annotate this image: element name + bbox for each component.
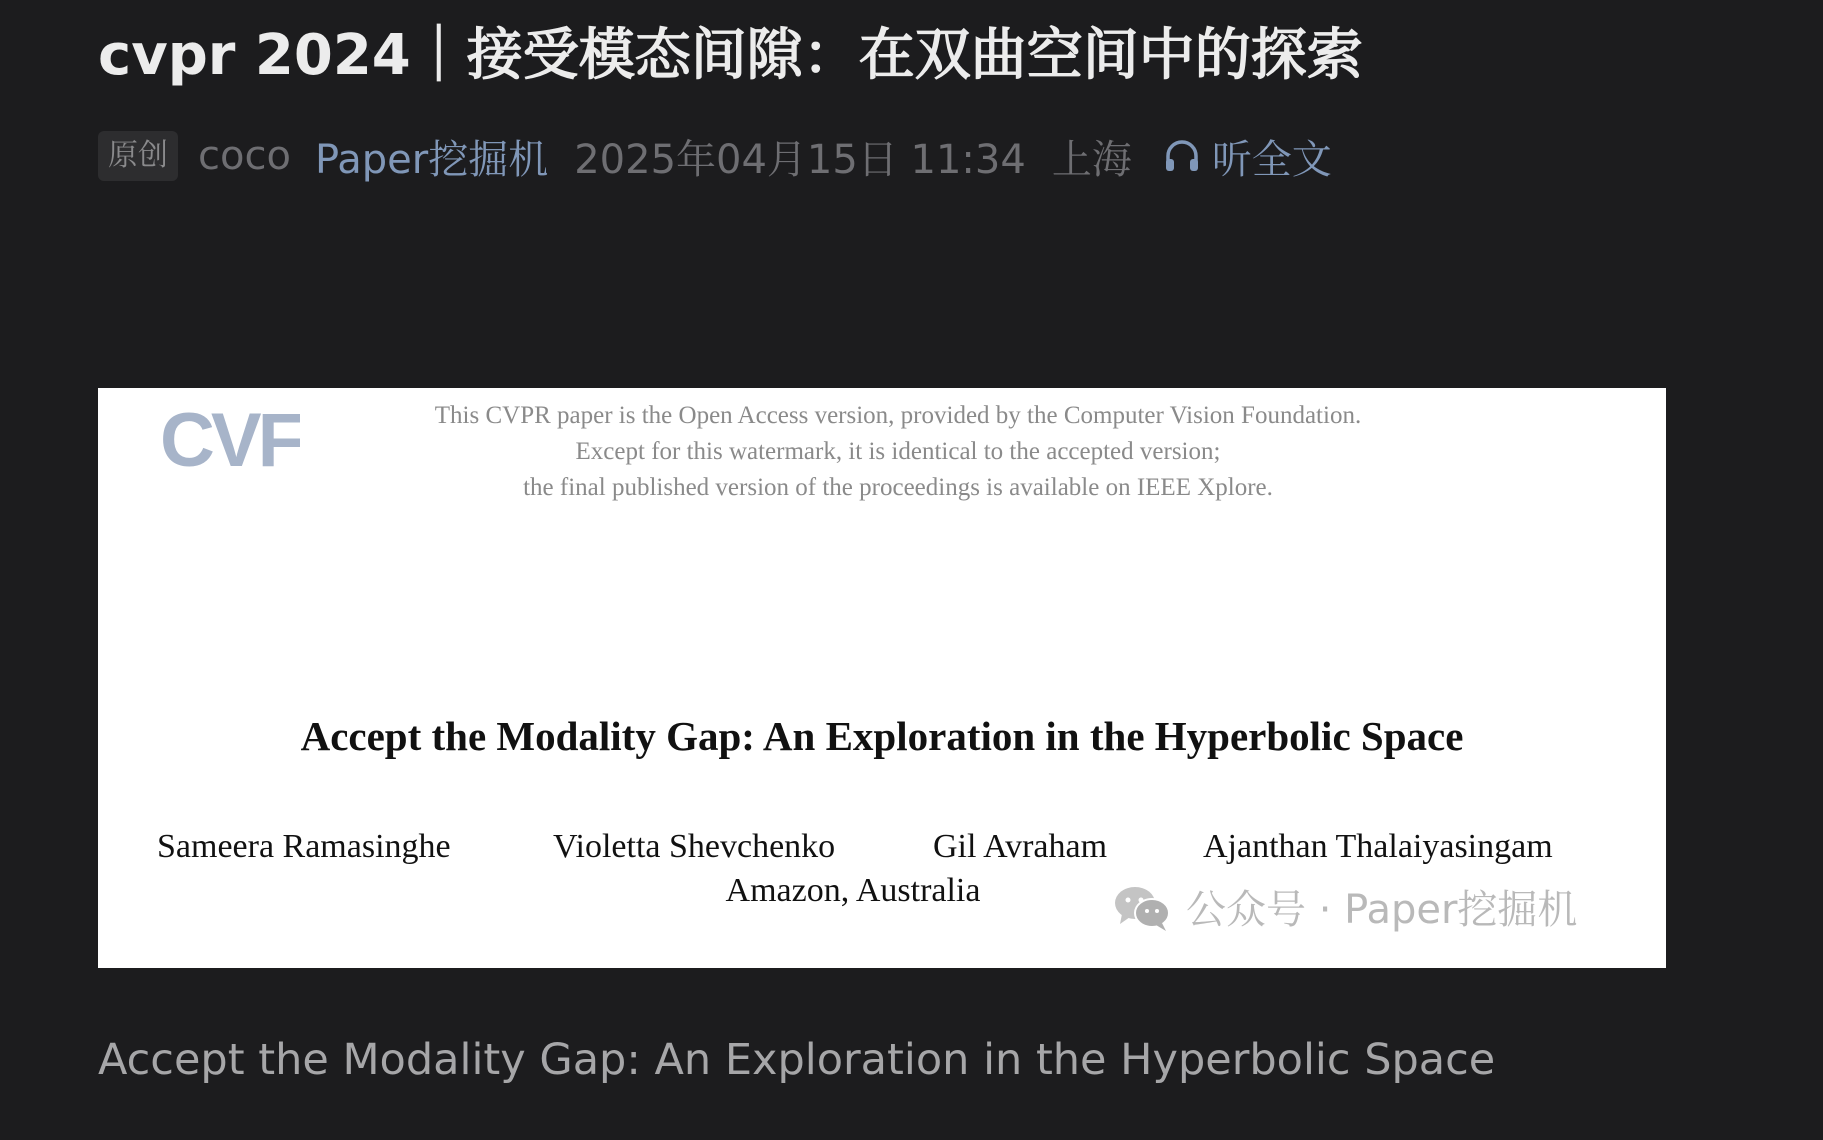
- notice-line: Except for this watermark, it is identical to the accepted version;: [575, 438, 1221, 465]
- article-title: cvpr 2024｜接受模态间隙：在双曲空间中的探索: [98, 23, 1363, 88]
- listen-label: 听全文: [1211, 136, 1332, 183]
- notice-line: the final published version of the proceedings is available on IEEE Xplore.: [523, 474, 1273, 501]
- paper-author: Gil Avraham: [933, 828, 1108, 865]
- paper-author: Violetta Shevchenko: [553, 828, 836, 865]
- wechat-watermark: [1112, 878, 1577, 935]
- paper-image[interactable]: [98, 388, 1666, 968]
- open-access-notice: [278, 398, 1518, 506]
- article-meta: [98, 128, 1332, 184]
- paper-title: Accept the Modality Gap: An Exploration in the Hyperbolic Space: [300, 713, 1464, 759]
- paper-author: Ajanthan Thalaiyasingam: [1203, 828, 1553, 865]
- publish-location: 上海: [1051, 136, 1132, 183]
- author-name: coco: [198, 133, 291, 179]
- headphone-icon: [1162, 136, 1202, 176]
- wechat-icon: [1112, 882, 1174, 932]
- paper-author: Sameera Ramasinghe: [157, 828, 451, 865]
- notice-line: This CVPR paper is the Open Access version, provided by the Computer Vision Foundation.: [434, 402, 1362, 429]
- original-badge: 原创: [98, 131, 178, 181]
- paper-affiliation: Amazon, Australia: [725, 872, 981, 909]
- watermark-text: 公众号 · Paper挖掘机: [1186, 887, 1578, 933]
- account-link[interactable]: Paper挖掘机: [314, 136, 549, 183]
- image-caption: Accept the Modality Gap: An Exploration in the Hyperbolic Space: [98, 1035, 1496, 1085]
- svg-text:CVF: CVF: [160, 402, 300, 483]
- publish-date: 2025年04月15日 11:34: [574, 136, 1026, 183]
- listen-button[interactable]: [1162, 128, 1332, 185]
